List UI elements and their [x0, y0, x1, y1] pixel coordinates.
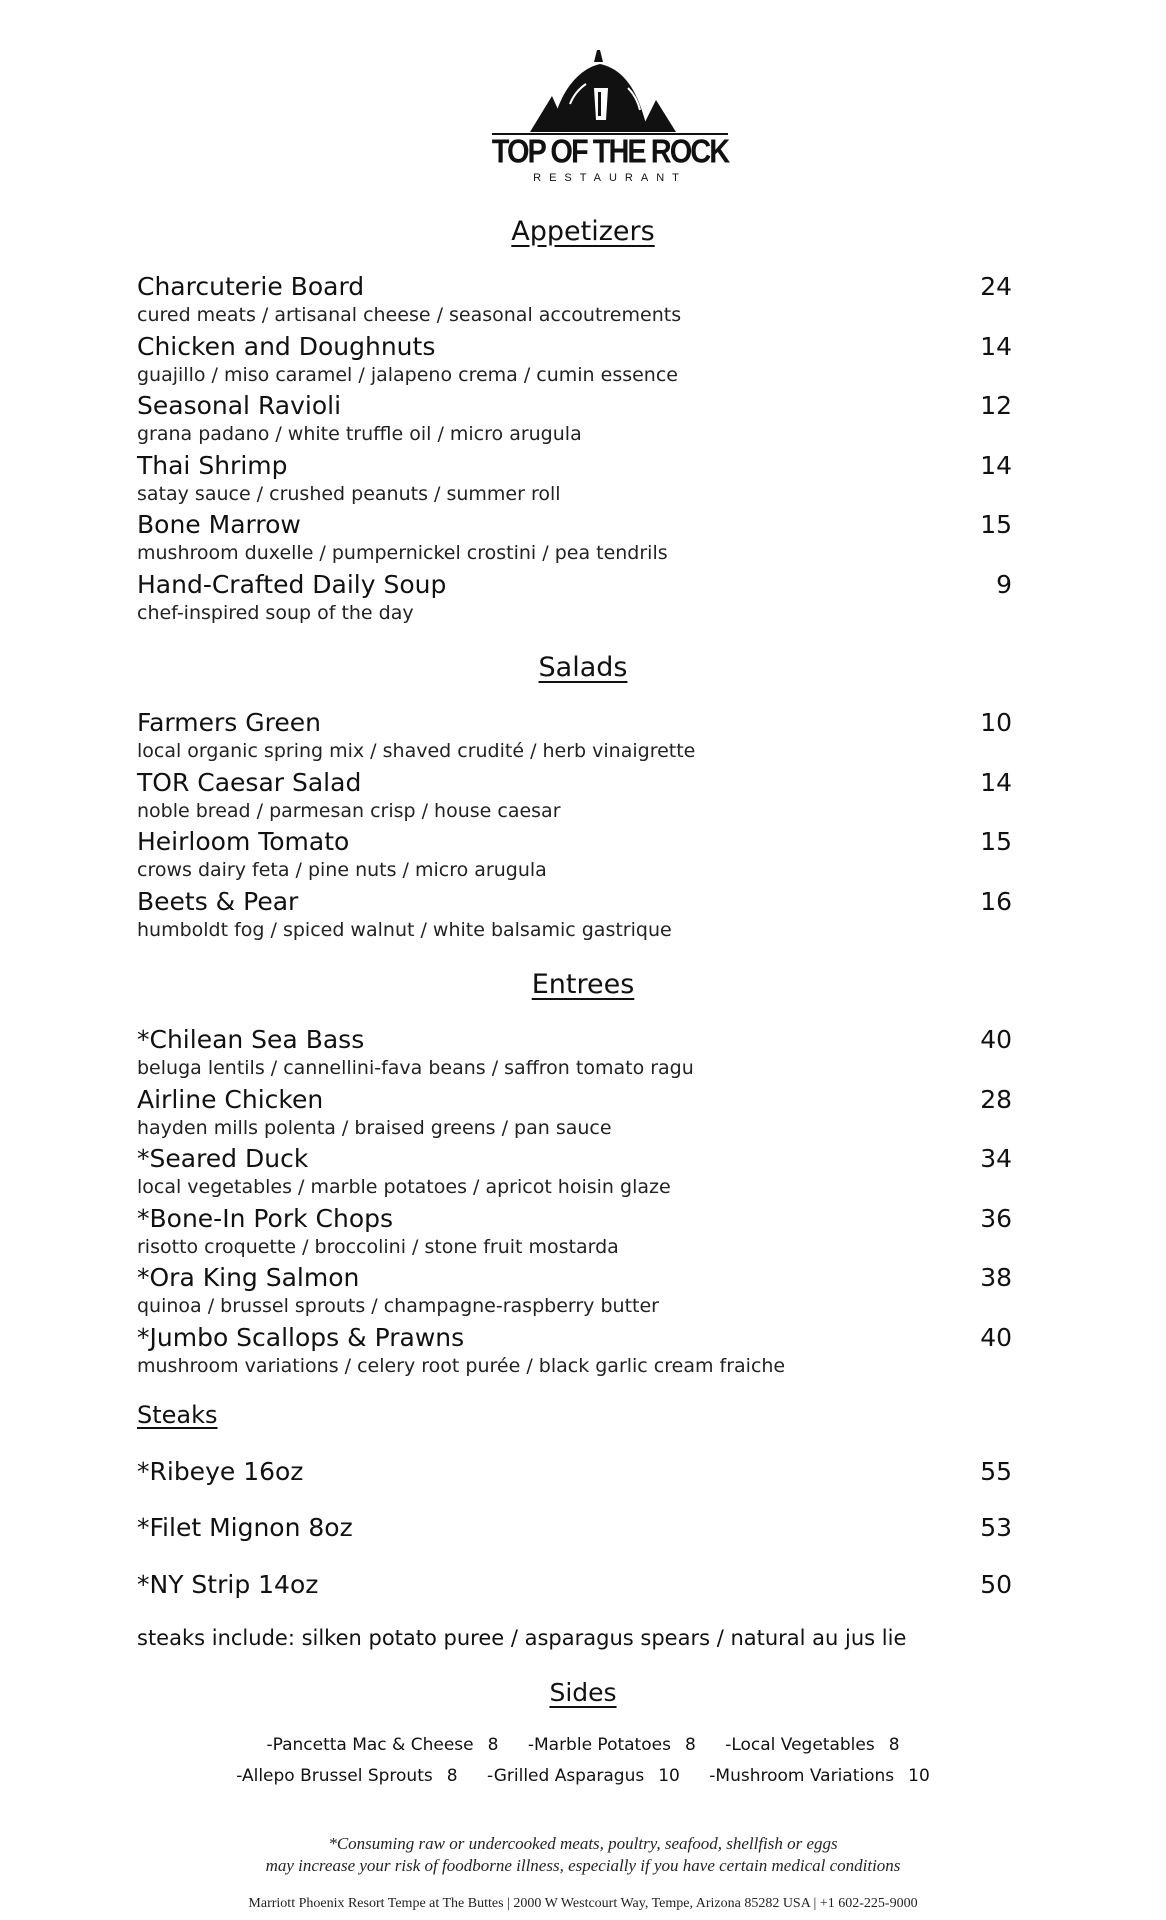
item-description: satay sauce / crushed peanuts / summer roll	[137, 483, 561, 505]
side-item	[528, 1735, 696, 1755]
item-name: Chicken and Doughnuts	[137, 332, 436, 361]
menu-item	[137, 1144, 1012, 1200]
item-price: 14	[980, 332, 1012, 361]
sides-row	[0, 1735, 1166, 1755]
menu-item	[137, 1085, 1012, 1141]
item-description: cured meats / artisanal cheese / seasonal accoutrements	[137, 304, 682, 326]
item-name: Heirloom Tomato	[137, 827, 350, 856]
menu-item	[137, 1323, 1012, 1379]
side-name: -Marble Potatoes	[527, 1735, 671, 1755]
menu-item	[137, 1204, 1012, 1260]
item-description: humboldt fog / spiced walnut / white balsamic gastrique	[137, 919, 672, 941]
menu-item	[137, 768, 1012, 824]
entrees-heading: Entrees	[531, 969, 635, 1000]
side-item	[236, 1766, 457, 1786]
side-item	[709, 1766, 930, 1786]
item-price: 55	[980, 1457, 1012, 1486]
item-name: *Bone-In Pork Chops	[137, 1204, 394, 1233]
mountain-dome-icon	[490, 48, 730, 138]
side-name: -Pancetta Mac & Cheese	[266, 1735, 474, 1755]
side-price: 8	[487, 1735, 499, 1755]
item-description: grana padano / white truffle oil / micro arugula	[137, 423, 582, 445]
item-price: 14	[980, 451, 1012, 480]
item-description: risotto croquette / broccolini / stone fruit mostarda	[137, 1236, 619, 1258]
footer-address: Marriott Phoenix Resort Tempe at The Buttes | 2000 W Westcourt Way, Tempe, Arizona 85282 USA | +1 602-225-9000	[248, 1896, 918, 1911]
menu-item	[137, 827, 1012, 883]
item-name: *Ribeye 16oz	[137, 1457, 304, 1486]
item-name: Charcuterie Board	[137, 272, 365, 301]
menu-item	[137, 272, 1012, 328]
appetizers-heading: Appetizers	[511, 216, 655, 247]
menu-item	[137, 1570, 1012, 1600]
item-name: Seasonal Ravioli	[137, 391, 342, 420]
logo-name: TOP OF THE ROCK	[491, 133, 729, 171]
item-price: 24	[980, 272, 1012, 301]
item-description: quinoa / brussel sprouts / champagne-raspberry butter	[137, 1295, 659, 1317]
item-name: Airline Chicken	[137, 1085, 324, 1114]
menu-item	[137, 332, 1012, 388]
item-name: Bone Marrow	[137, 510, 301, 539]
item-description: local vegetables / marble potatoes / apricot hoisin glaze	[137, 1176, 671, 1198]
item-name: *Jumbo Scallops & Prawns	[137, 1323, 465, 1352]
disclaimer-line: *Consuming raw or undercooked meats, poultry, seafood, shellfish or eggs	[328, 1834, 838, 1853]
item-price: 36	[980, 1204, 1012, 1233]
item-name: Farmers Green	[137, 708, 321, 737]
item-price: 12	[980, 391, 1012, 420]
side-name: -Mushroom Variations	[709, 1766, 895, 1786]
item-name: Hand-Crafted Daily Soup	[137, 570, 447, 599]
item-price: 50	[980, 1570, 1012, 1599]
item-name: *Filet Mignon 8oz	[137, 1513, 353, 1542]
item-price: 16	[980, 887, 1012, 916]
item-price: 15	[980, 510, 1012, 539]
side-name: -Local Vegetables	[725, 1735, 875, 1755]
side-name: -Grilled Asparagus	[486, 1766, 645, 1786]
item-price: 28	[980, 1085, 1012, 1114]
menu-item	[137, 1513, 1012, 1543]
item-description: mushroom duxelle / pumpernickel crostini / pea tendrils	[137, 542, 668, 564]
side-price: 8	[888, 1735, 900, 1755]
item-description: local organic spring mix / shaved crudité / herb vinaigrette	[137, 740, 696, 762]
item-description: crows dairy feta / pine nuts / micro arugula	[137, 859, 547, 881]
side-item	[725, 1735, 899, 1755]
menu-item	[137, 887, 1012, 943]
sides-heading: Sides	[549, 1678, 617, 1707]
food-safety-disclaimer	[0, 1833, 1166, 1877]
item-name: Beets & Pear	[137, 887, 299, 916]
item-price: 34	[980, 1144, 1012, 1173]
item-name: *Chilean Sea Bass	[137, 1025, 365, 1054]
menu-item	[137, 1263, 1012, 1319]
salads-heading: Salads	[538, 652, 628, 683]
item-description: beluga lentils / cannellini-fava beans / saffron tomato ragu	[137, 1057, 694, 1079]
item-name: *Ora King Salmon	[137, 1263, 360, 1292]
item-name: *NY Strip 14oz	[137, 1570, 319, 1599]
item-name: TOR Caesar Salad	[137, 768, 362, 797]
item-price: 53	[980, 1513, 1012, 1542]
steaks-note: steaks include: silken potato puree / asparagus spears / natural au jus lie	[137, 1626, 907, 1650]
side-item	[266, 1735, 498, 1755]
menu-item	[137, 570, 1012, 626]
side-name: -Allepo Brussel Sprouts	[236, 1766, 433, 1786]
item-description: hayden mills polenta / braised greens / pan sauce	[137, 1117, 612, 1139]
menu-item	[137, 1025, 1012, 1081]
item-description: mushroom variations / celery root purée / black garlic cream fraiche	[137, 1355, 786, 1377]
item-price: 10	[980, 708, 1012, 737]
item-price: 40	[980, 1323, 1012, 1352]
disclaimer-line: may increase your risk of foodborne illness, especially if you have certain medical conditions	[265, 1856, 901, 1875]
item-name: Thai Shrimp	[137, 451, 288, 480]
item-price: 38	[980, 1263, 1012, 1292]
item-description: chef-inspired soup of the day	[137, 602, 414, 624]
side-price: 8	[446, 1766, 458, 1786]
item-description: guajillo / miso caramel / jalapeno crema / cumin essence	[137, 364, 678, 386]
item-name: *Seared Duck	[137, 1144, 309, 1173]
menu-item	[137, 708, 1012, 764]
menu-item	[137, 391, 1012, 447]
logo-subtitle: RESTAURANT	[533, 172, 687, 184]
steaks-heading: Steaks	[137, 1401, 218, 1429]
side-price: 10	[908, 1766, 930, 1786]
menu-item	[137, 1457, 1012, 1487]
item-description: noble bread / parmesan crisp / house caesar	[137, 800, 561, 822]
side-price: 10	[658, 1766, 680, 1786]
item-price: 15	[980, 827, 1012, 856]
menu-item	[137, 451, 1012, 507]
menu-item	[137, 510, 1012, 566]
restaurant-logo	[490, 48, 730, 188]
side-item	[487, 1766, 680, 1786]
item-price: 40	[980, 1025, 1012, 1054]
item-price: 9	[996, 570, 1012, 599]
sides-row	[0, 1766, 1166, 1786]
item-price: 14	[980, 768, 1012, 797]
side-price: 8	[684, 1735, 696, 1755]
